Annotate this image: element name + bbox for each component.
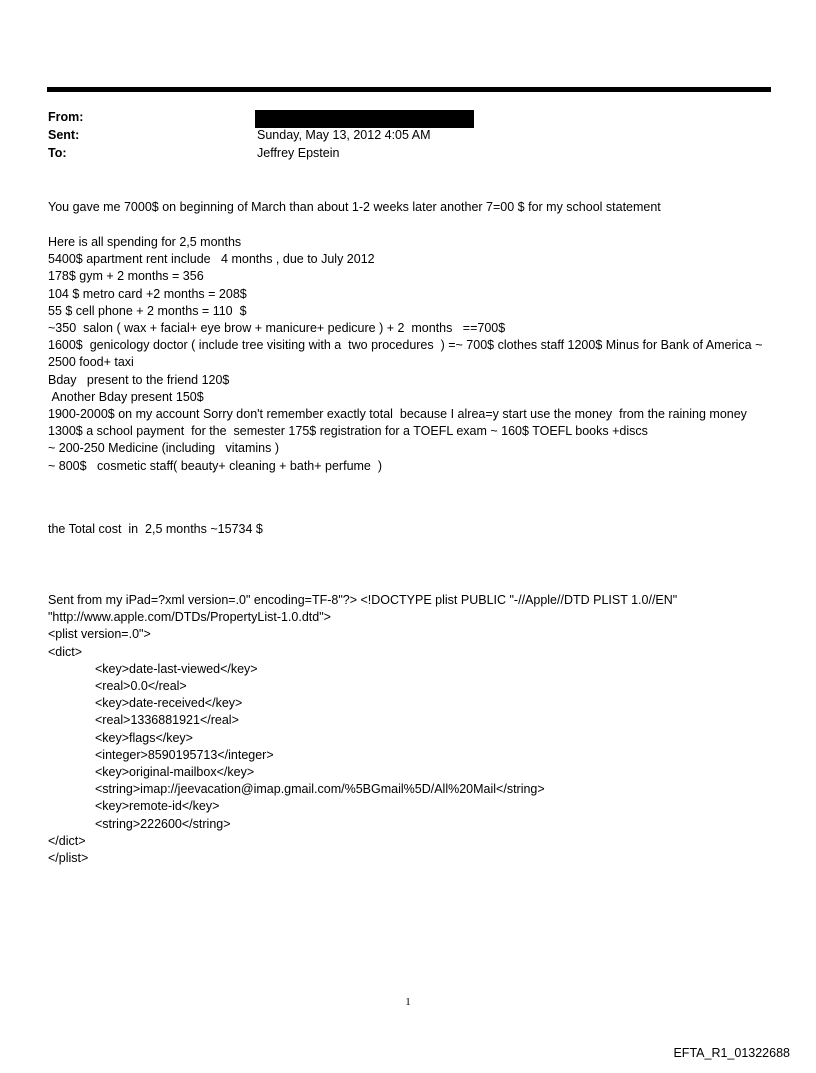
spending-line: 178$ gym + 2 months = 356	[48, 269, 204, 284]
plist-entry: <real>0.0</real>	[95, 679, 187, 694]
redaction-bar	[255, 110, 474, 128]
intro-line: You gave me 7000$ on beginning of March than about 1-2 weeks later another 7=00 $ for my school statement	[48, 200, 661, 214]
spending-line: Bday present to the friend 120$	[48, 372, 230, 387]
plist-entry: <key>date-received</key>	[95, 696, 243, 711]
spending-line: ~350 salon ( wax + facial+ eye brow + manicure+ pedicure ) + 2 months ==700$	[48, 321, 506, 336]
signature-line: Sent from my iPad=?xml version=.0" encoding=TF-8"?> <!DOCTYPE plist PUBLIC "-//Apple//DTD PLIST 1.0//EN" "http://www.apple.com/DTDs/PropertyList-1.0.dtd">	[48, 593, 681, 625]
spending-line: 55 $ cell phone + 2 months = 110 $	[48, 303, 247, 318]
spending-line: 1900-2000$ on my account Sorry don't remember exactly total because I alrea=y start use the money from the raining money 1300$ a school payment for the semester 175$ registration for a TOEFL exam ~ 160$ TOEFL books +discs	[48, 407, 751, 439]
spending-line: ~ 200-250 Medicine (including vitamins )	[48, 441, 280, 456]
spending-line: Here is all spending for 2,5 months	[48, 235, 242, 249]
header-divider	[47, 87, 771, 92]
plist-entry: <string>222600</string>	[95, 816, 231, 831]
plist-entry: <real>1336881921</real>	[95, 713, 239, 728]
plist-entry: <integer>8590195713</integer>	[95, 747, 274, 762]
to-value: Jeffrey Epstein	[257, 146, 340, 160]
total-line: the Total cost in 2,5 months ~15734 $	[48, 522, 263, 536]
plist-entry: <key>remote-id</key>	[95, 799, 220, 814]
dict-close: </dict>	[48, 833, 86, 848]
from-label: From:	[48, 110, 84, 124]
spending-line: 104 $ metro card +2 months = 208$	[48, 286, 247, 301]
spending-line: ~ 800$ cosmetic staff( beauty+ cleaning + bath+ perfume )	[48, 458, 382, 473]
plist-entry: <string>imap://jeevacation@imap.gmail.com/%5BGmail%5D/All%20Mail</string>	[95, 782, 545, 797]
total-cost	[48, 521, 770, 538]
spending-line: 1600$ genicology doctor ( include tree visiting with a two procedures ) =~ 700$ clothes staff 1200$ Minus for Bank of America ~ 2500 food+ taxi	[48, 338, 770, 370]
to-label: To:	[48, 146, 67, 160]
plist-entry: <key>original-mailbox</key>	[95, 765, 255, 780]
page-number: 1	[405, 996, 411, 1008]
spending-line: Another Bday present 150$	[48, 389, 204, 404]
plist-entry: <key>flags</key>	[95, 730, 193, 745]
document-id: EFTA_R1_01322688	[673, 1046, 790, 1060]
dict-open: <dict>	[48, 644, 83, 659]
signature-block	[48, 592, 770, 867]
email-intro	[48, 199, 770, 216]
sent-label: Sent:	[48, 128, 80, 142]
plist-entry: <key>date-last-viewed</key>	[95, 661, 258, 676]
sent-value: Sunday, May 13, 2012 4:05 AM	[257, 128, 431, 142]
spending-list	[48, 234, 770, 475]
plist-close: </plist>	[48, 851, 89, 866]
spending-line: 5400$ apartment rent include 4 months , due to July 2012	[48, 252, 375, 267]
plist-open: <plist version=.0">	[48, 627, 151, 642]
